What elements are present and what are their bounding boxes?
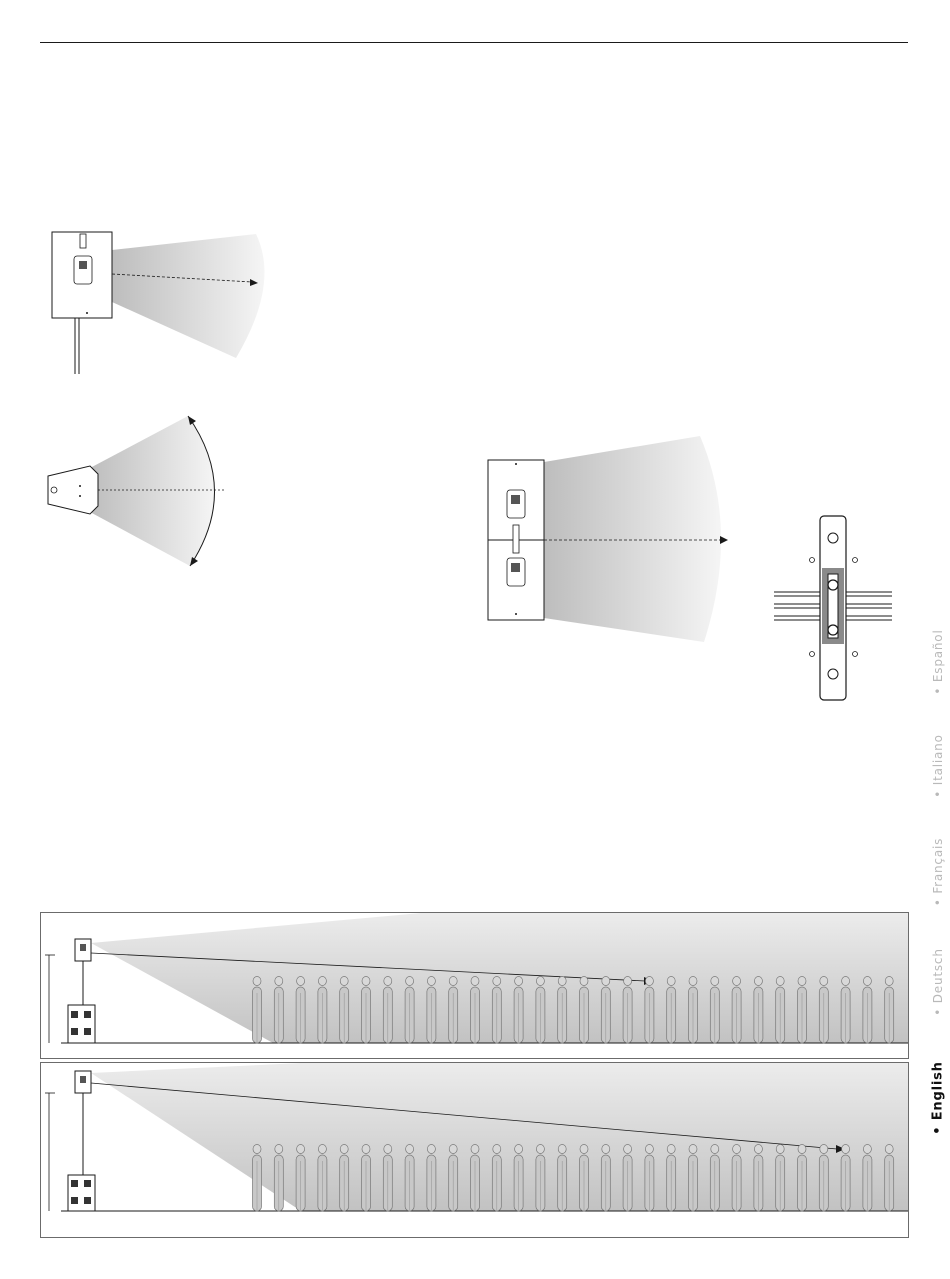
audience-coverage-diagram bbox=[41, 1063, 908, 1237]
language-tab-espanol[interactable]: • Español bbox=[931, 629, 945, 695]
audience-coverage-diagram bbox=[41, 913, 908, 1058]
speaker-pole-side-view-figure bbox=[40, 220, 280, 380]
language-tab-english[interactable]: • English bbox=[930, 1061, 946, 1135]
stacked-pair-side-view-figure bbox=[480, 430, 740, 630]
pole-mount bbox=[75, 318, 79, 374]
language-tab-francais[interactable]: • Français bbox=[931, 837, 945, 907]
audience-coverage-panel-rear bbox=[40, 1062, 909, 1238]
dispersion-cone bbox=[90, 416, 215, 566]
dispersion-cone bbox=[112, 234, 264, 358]
top-view-dispersion-figure bbox=[40, 408, 240, 578]
speaker-top-icon bbox=[48, 466, 98, 514]
audience-coverage-panel-mid bbox=[40, 912, 909, 1059]
language-tab-italiano[interactable]: • Italiano bbox=[931, 734, 945, 798]
dispersion-cone bbox=[544, 436, 721, 642]
language-tabs bbox=[926, 0, 950, 1279]
link-bracket-detail-figure bbox=[772, 512, 896, 704]
language-tab-deutsch[interactable]: • Deutsch bbox=[931, 948, 945, 1016]
subwoofer-icon bbox=[68, 1005, 95, 1043]
top-rule bbox=[40, 42, 908, 43]
